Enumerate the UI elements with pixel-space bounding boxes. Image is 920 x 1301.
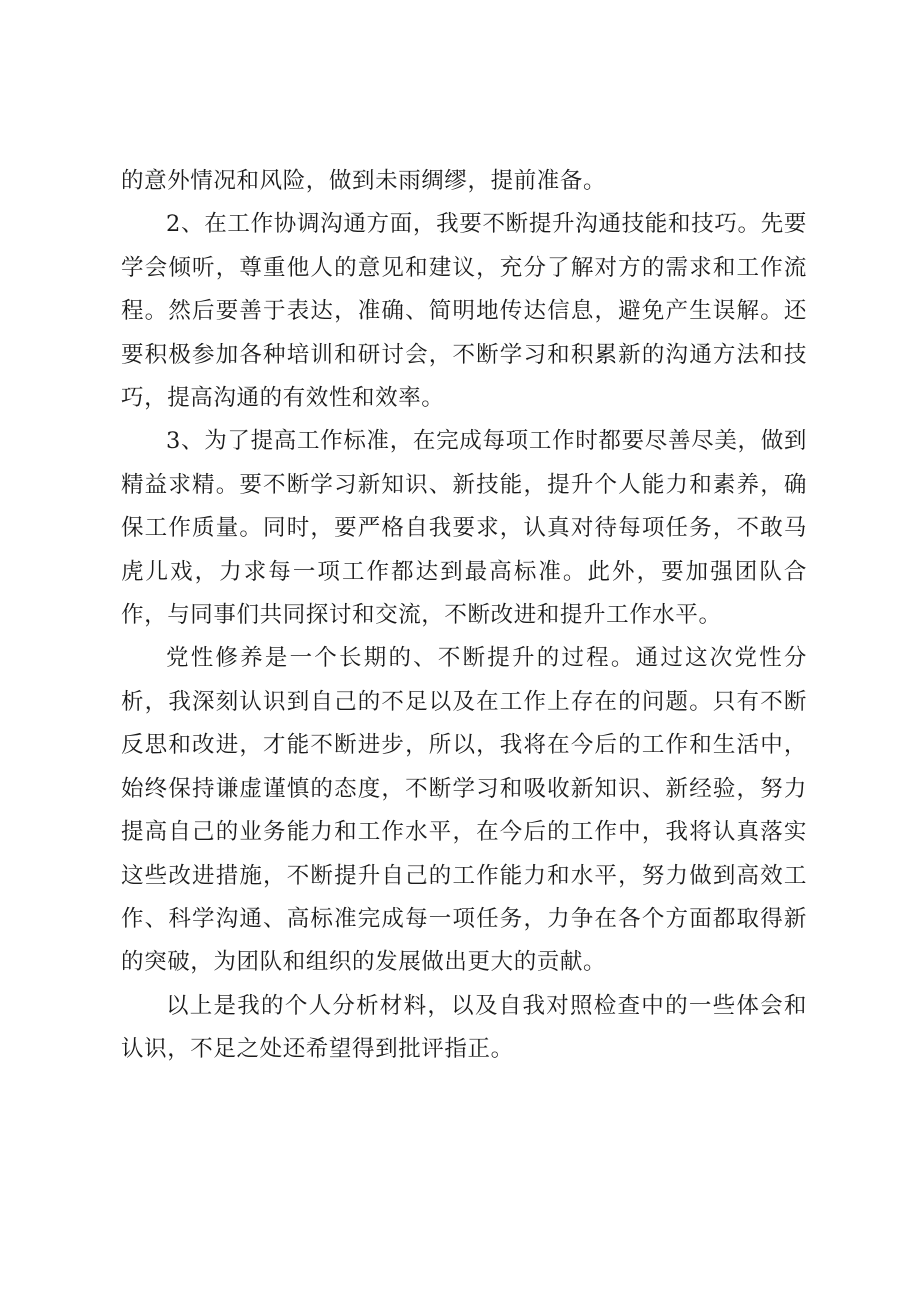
- paragraph-item-3-work-standard: 3、为了提高工作标准，在完成每项工作时都要尽善尽美，做到精益求精。要不断学习新知识、新技能，提升个人能力和素养，确保工作质量。同时，要严格自我要求，认真对待每项任务，不敢马虎儿戏，力求每一项工作都达到最高标准。此外，要加强团队合作，与同事们共同探讨和交流，不断改进和提升工作水平。: [121, 428, 807, 629]
- paragraph-party-cultivation: 党性修养是一个长期的、不断提升的过程。通过这次党性分析，我深刻认识到自己的不足以及在工作上存在的问题。只有不断反思和改进，才能不断进步，所以，我将在今后的工作和生活中，始终保持谦虚谨慎的态度，不断学习和吸收新知识、新经验，努力提高自己的业务能力和工作水平，在今后的工作中，我将认真落实这些改进措施，不断提升自己的工作能力和水平，努力做到高效工作、科学沟通、高标准完成每一项任务，力争在各个方面都取得新的突破，为团队和组织的发展做出更大的贡献。: [121, 645, 807, 976]
- paragraph-closing: 以上是我的个人分析材料，以及自我对照检查中的一些体会和认识，不足之处还希望得到批评指正。: [121, 992, 807, 1063]
- document-body: [121, 160, 807, 1072]
- paragraph-item-2-communication: 2、在工作协调沟通方面，我要不断提升沟通技能和技巧。先要学会倾听，尊重他人的意见和建议，充分了解对方的需求和工作流程。然后要善于表达，准确、简明地传达信息，避免产生误解。还要积极参加各种培训和研讨会，不断学习和积累新的沟通方法和技巧，提高沟通的有效性和效率。: [121, 211, 807, 412]
- paragraph-continuation: 的意外情况和风险，做到未雨绸缪，提前准备。: [121, 168, 607, 194]
